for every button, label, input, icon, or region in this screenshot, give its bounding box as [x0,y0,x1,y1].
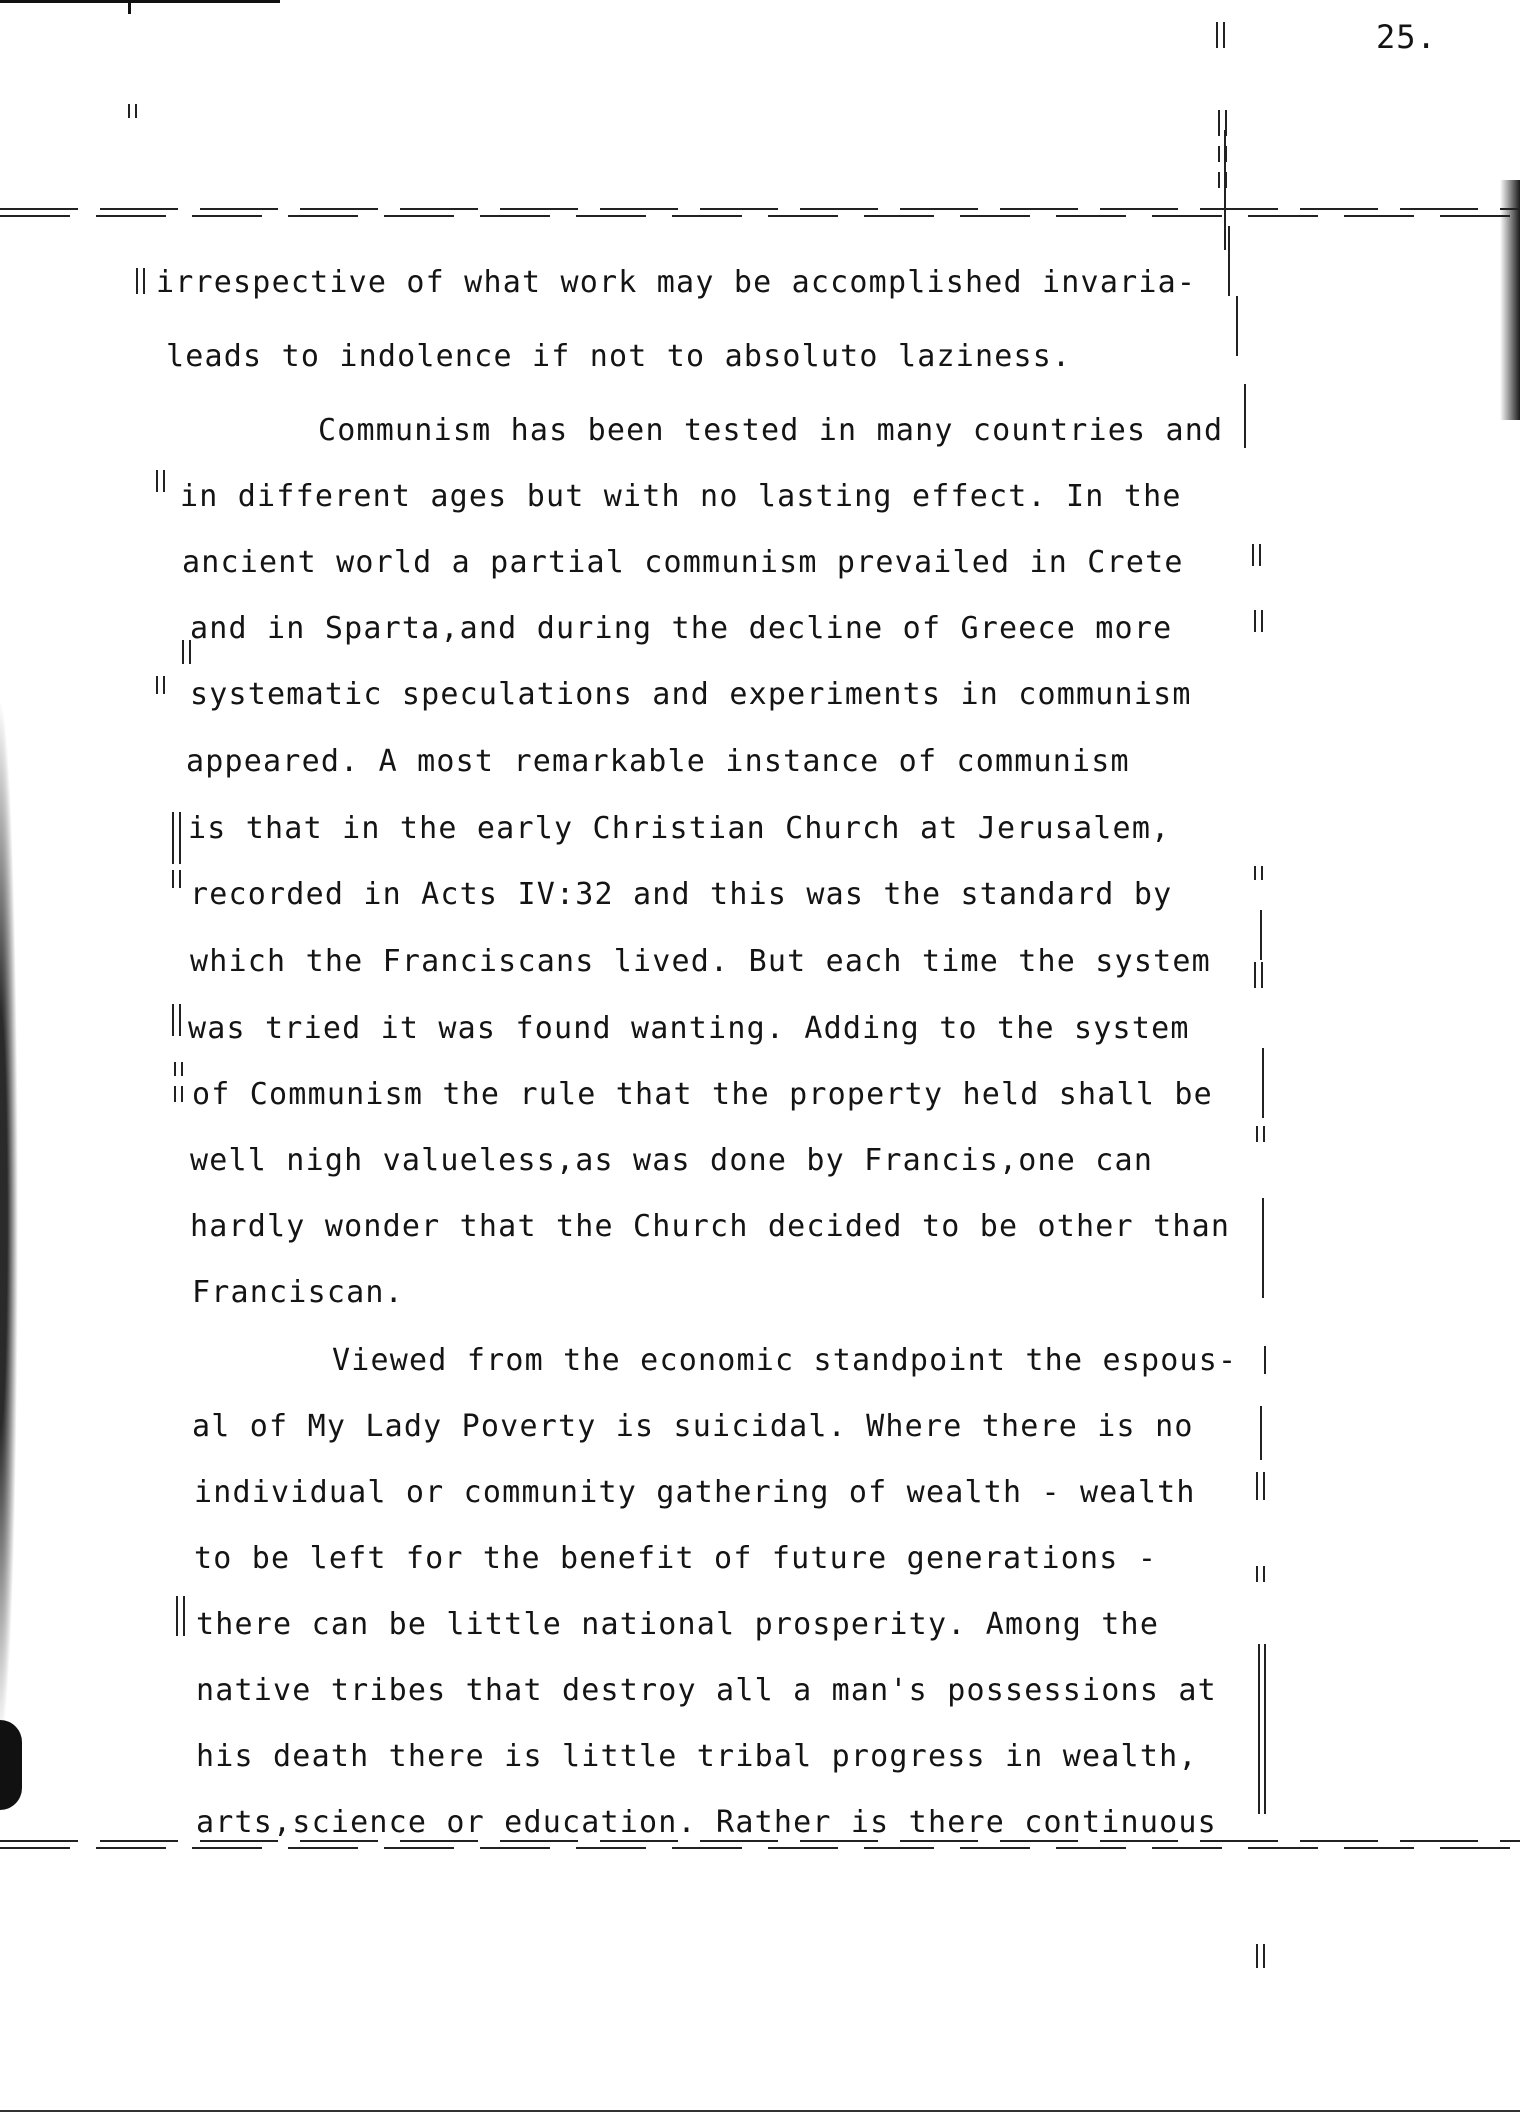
text-line: Franciscan. [192,1275,404,1310]
margin-mark [156,470,165,492]
margin-mark [1254,962,1263,988]
margin-mark [1256,1126,1265,1142]
text-line: native tribes that destroy all a man's possessions at [196,1673,1217,1708]
text-line: leads to indolence if not to absoluto laziness. [166,339,1072,374]
text-line: irrespective of what work may be accomplished invaria- [156,265,1197,300]
text-line: there can be little national prosperity. Among the [196,1607,1160,1642]
margin-mark [1256,1944,1265,1968]
margin-rule [1258,1644,1260,1814]
text-line: systematic speculations and experiments in communism [190,677,1192,712]
margin-rule [1260,1406,1262,1460]
margin-mark [176,1596,185,1636]
margin-mark [1252,544,1261,566]
margin-mark [174,1086,183,1102]
margin-mark [172,812,181,864]
margin-mark [128,104,137,118]
margin-mark [1254,610,1263,632]
margin-rule [1236,296,1238,356]
text-line: individual or community gathering of wealth - wealth [194,1475,1196,1510]
binding-hole-mark [0,1720,22,1810]
text-line: Viewed from the economic standpoint the espous- [332,1343,1238,1378]
text-line: appeared. A most remarkable instance of communism [186,744,1130,779]
margin-rule [1264,1346,1266,1374]
top-border-tick [128,0,131,14]
margin-mark [1256,1566,1265,1582]
margin-mark [1256,1472,1265,1500]
dashed-margin-top [0,208,1520,218]
margin-rule [1224,130,1226,250]
text-line: ancient world a partial communism prevailed in Crete [182,545,1184,580]
margin-mark [156,676,165,694]
text-line: his death there is little tribal progress in wealth, [196,1739,1198,1774]
text-line: to be left for the benefit of future generations - [194,1541,1158,1576]
text-line: Communism has been tested in many countries and [318,413,1224,448]
margin-mark [1216,22,1225,48]
margin-rule [1262,1198,1264,1298]
text-line: al of My Lady Poverty is suicidal. Where there is no [192,1409,1194,1444]
margin-rule [1260,910,1262,960]
top-border-line [0,0,280,3]
margin-mark [172,1004,181,1036]
margin-rule [1244,384,1246,448]
margin-rule [1228,226,1230,296]
text-line: of Communism the rule that the property held shall be [192,1077,1213,1112]
margin-mark [172,870,181,888]
margin-mark [174,1062,183,1076]
text-line: arts,science or education. Rather is there continuous [196,1805,1217,1840]
bottom-border-line [0,2110,1520,2112]
text-line: well nigh valueless,as was done by Francis,one can [190,1143,1154,1178]
margin-mark [136,268,145,294]
margin-rule [1262,1048,1264,1118]
margin-rule [1264,1644,1266,1814]
text-line: which the Franciscans lived. But each time the system [190,944,1211,979]
text-line: is that in the early Christian Church at Jerusalem, [188,811,1171,846]
page-number: 25. [1376,18,1437,56]
text-line: in different ages but with no lasting effect. In the [180,479,1182,514]
page-edge-shadow-left [0,620,34,1820]
text-line: was tried it was found wanting. Adding to the system [188,1011,1190,1046]
dashed-margin-bottom [0,1840,1520,1850]
text-line: recorded in Acts IV:32 and this was the standard by [190,877,1173,912]
text-line: and in Sparta,and during the decline of Greece more [190,611,1173,646]
margin-mark [1254,866,1263,880]
text-line: hardly wonder that the Church decided to be other than [190,1209,1231,1244]
